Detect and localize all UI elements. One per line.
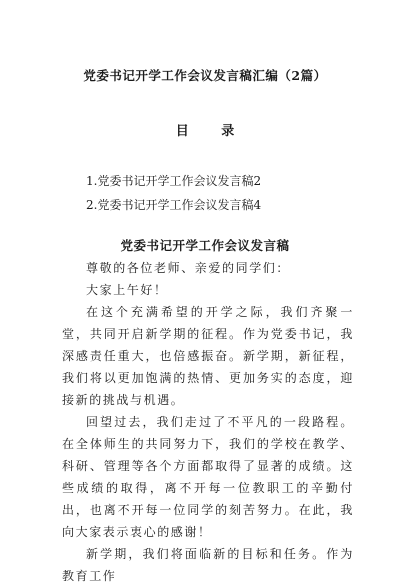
toc-item[interactable]: 1.党委书记开学工作会议发言稿2 bbox=[86, 174, 262, 188]
toc-item[interactable]: 2.党委书记开学工作会议发言稿4 bbox=[86, 198, 262, 212]
body-paragraph: 回望过去，我们走过了不平凡的一段路程。在全体师生的共同努力下，我们的学校在教学、科研、管理等各个方面都取得了显著的成绩。这些成绩的取得，离不开每一位教职工的辛勤付出，也离不开每一位同学的刻苦努力。在此，我向大家表示衷心的感谢！ bbox=[62, 415, 354, 539]
salutation-paragraph: 尊敬的各位老师、亲爱的同学们： bbox=[86, 261, 291, 275]
document-title: 党委书记开学工作会议发言稿汇编（2篇） bbox=[83, 68, 327, 83]
body-paragraph: 在这个充满希望的开学之际，我们齐聚一堂，共同开启新学期的征程。作为党委书记，我深感责任重大，也倍感振奋。新学期，新征程，我们将以更加饱满的热情、更加务实的态度，迎接新的挑战与机遇。 bbox=[62, 305, 354, 407]
body-text bbox=[62, 257, 354, 587]
toc-heading: 目 录 bbox=[175, 124, 249, 139]
body-paragraph: 新学期，我们将面临新的目标和任务。作为教育工作 bbox=[62, 547, 354, 583]
table-of-contents bbox=[86, 169, 261, 217]
section-title: 党委书记开学工作会议发言稿 bbox=[120, 238, 290, 253]
greeting-paragraph: 大家上午好！ bbox=[86, 283, 168, 297]
